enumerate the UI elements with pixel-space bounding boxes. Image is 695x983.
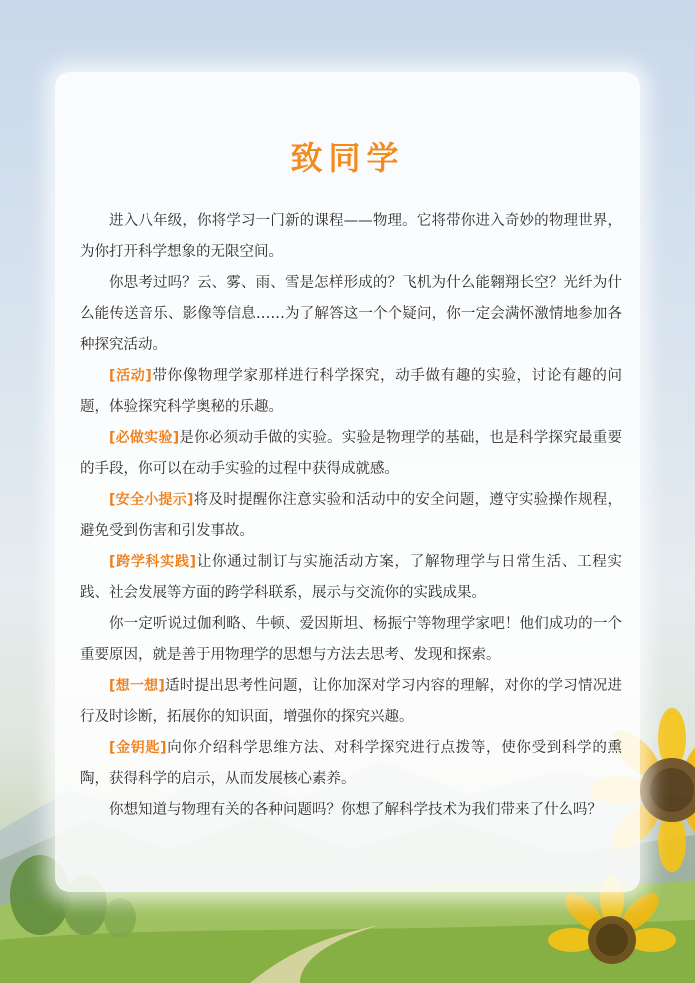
paragraph-text: 你想知道与物理有关的各种问题吗？你想了解科学技术为我们带来了什么吗？ xyxy=(109,802,602,818)
section-tag-golden-key: [金钥匙] xyxy=(109,740,167,756)
paragraph xyxy=(80,609,622,671)
paragraph-text: 是你必须动手做的实验。实验是物理学的基础，也是科学探究最重要的手段，你可以在动手实验的过程中获得成就感。 xyxy=(80,430,623,477)
content-body xyxy=(80,206,622,826)
paragraph xyxy=(80,671,622,733)
section-tag-interdisciplinary: [跨学科实践] xyxy=(109,554,197,570)
section-tag-safety-tip: [安全小提示] xyxy=(109,492,194,508)
paragraph xyxy=(80,733,622,795)
paragraph xyxy=(80,423,622,485)
section-tag-think: [想一想] xyxy=(109,678,165,694)
section-tag-activity: [活动] xyxy=(109,368,152,384)
paragraph-text: 你一定听说过伽利略、牛顿、爱因斯坦、杨振宁等物理学家吧！他们成功的一个重要原因，就是善于用物理学的思想与方法去思考、发现和探索。 xyxy=(80,616,622,663)
paragraph-text: 进入八年级，你将学习一门新的课程——物理。它将带你进入奇妙的物理世界，为你打开科学想象的无限空间。 xyxy=(80,213,622,260)
paragraph-text: 带你像物理学家那样进行科学探究，动手做有趣的实验，讨论有趣的问题，体验探究科学奥秘的乐趣。 xyxy=(80,368,623,415)
paragraph-text: 将及时提醒你注意实验和活动中的安全问题，遵守实验操作规程，避免受到伤害和引发事故。 xyxy=(80,492,623,539)
paragraph xyxy=(80,547,622,609)
paragraph xyxy=(80,485,622,547)
section-tag-required-experiment: [必做实验] xyxy=(109,430,180,446)
paragraph xyxy=(80,795,622,826)
paragraph xyxy=(80,206,622,268)
paragraph-text: 向你介绍科学思维方法、对科学探究进行点拨等，使你受到科学的熏陶，获得科学的启示，从而发展核心素养。 xyxy=(80,740,623,787)
paragraph-text: 适时提出思考性问题，让你加深对学习内容的理解，对你的学习情况进行及时诊断，拓展你的知识面，增强你的探究兴趣。 xyxy=(80,678,623,725)
paragraph-text: 你思考过吗？云、雾、雨、雪是怎样形成的？飞机为什么能翱翔长空？光纤为什么能传送音乐、影像等信息……为了解答这一个个疑问，你一定会满怀激情地参加各种探究活动。 xyxy=(80,275,622,353)
paragraph xyxy=(80,361,622,423)
page-title: 致同学 xyxy=(290,139,405,177)
paragraph xyxy=(80,268,622,361)
paragraph-text: 让你通过制订与实施活动方案，了解物理学与日常生活、工程实践、社会发展等方面的跨学科联系，展示与交流你的实践成果。 xyxy=(80,554,623,601)
